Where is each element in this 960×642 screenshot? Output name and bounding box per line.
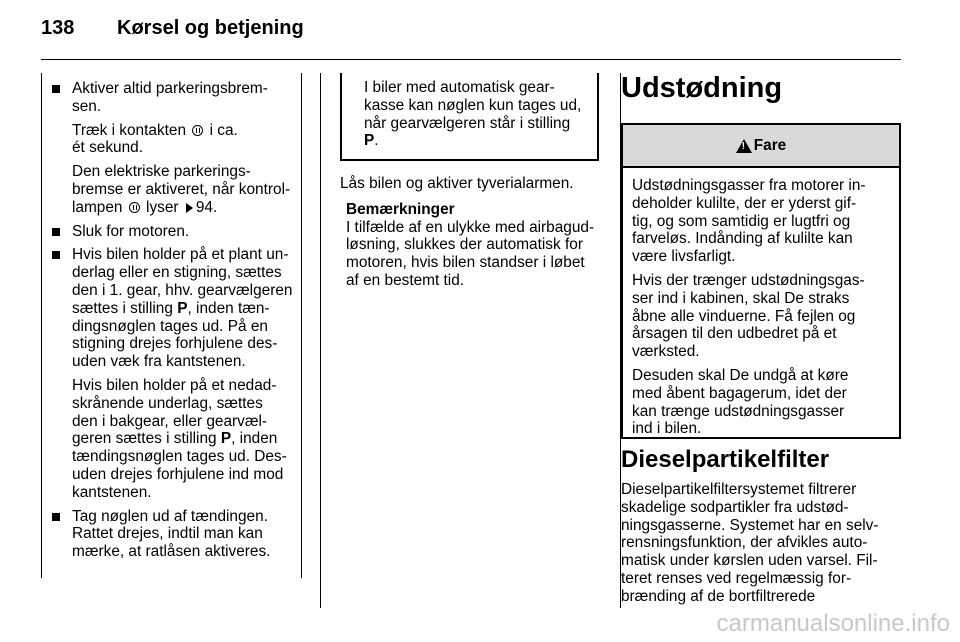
- bullet-icon: [52, 228, 60, 236]
- page-ref-arrow-icon: [186, 203, 193, 213]
- remarks-heading: Bemærkninger: [346, 200, 455, 218]
- parking-brake-lamp-icon: [192, 125, 203, 136]
- subsection-heading: Dieselpartikelfilter: [621, 446, 830, 473]
- page-ref-link[interactable]: 94.: [195, 198, 218, 216]
- column-divider-middle: [320, 73, 321, 608]
- bullet-icon: [52, 513, 60, 521]
- info-note-box: I biler med automatisk gear- kasse kan nøglen kun tages ud, når gearvælgeren står i stilling P.: [340, 73, 599, 161]
- header-rule: [41, 59, 901, 60]
- list-item: Aktiver altid parkeringsbrem- sen. Træk i kontakten i ca. ét sekund. Den elektriske parkerings- bremse er aktiveret, når kontrol- lampen lyser 94.: [52, 80, 300, 217]
- bullet-icon: [52, 251, 60, 259]
- section-heading: Udstødning: [621, 72, 783, 104]
- left-column: [52, 80, 300, 561]
- chapter-title: Kørsel og betjening: [117, 17, 304, 39]
- danger-body: Udstødningsgasser fra motorer in- deholder kulilte, der er yderst gif- tig, og som samtidig er lugtfri og farveløs. Indånding af kulilte kan være livsfarligt. Hvis der trænger udstødningsgas- ser ind i kabinen, skal De straks åbne alle vinduerne. Få fejlen og årsagen til den udbedret på et værksted. Desuden skal De undgå at køre med åbent bagagerum, idet der kan trænge udstødningsgasser ind i bilen.: [632, 177, 866, 438]
- warning-triangle-icon: [736, 139, 752, 153]
- parking-brake-lamp-icon: [129, 202, 140, 213]
- lock-instruction: Lås bilen og aktiver tyverialarmen.: [340, 175, 574, 192]
- danger-title: Fare: [753, 136, 787, 154]
- watermark: carmanualsonline.info: [716, 610, 950, 637]
- list-item: Hvis bilen holder på et plant un- derlag eller en stigning, sættes den i 1. gear, hhv. gearvælgeren sættes i stilling P, inden tæn- dingsnøglen tages ud. På en stigning drejes forhjulene des- uden væk fra kantstenen. Hvis bilen holder på et nedad- skrånende underlag, sættes den i bakgear, eller gearvæl- geren sættes i stilling P, inden tændingsnøglen tages ud. Des- uden drejes forhjulene ind mod kantstenen.: [52, 246, 300, 501]
- danger-warning-box: [621, 123, 901, 439]
- danger-header: [623, 125, 899, 168]
- middle-column: Lås bilen og aktiver tyverialarmen. Bemærkninger I tilfælde af en ulykke med airbagud- løsning, slukkes der automatisk for motoren, hvis bilen standser i løbet af en bestemt tid.: [340, 175, 620, 290]
- left-column-rule: [41, 73, 42, 578]
- list-item: Tag nøglen ud af tændingen. Rattet drejes, indtil man kan mærke, at ratlåsen aktiveres.: [52, 508, 300, 561]
- page-number: 138: [41, 17, 75, 39]
- list-item: Sluk for motoren.: [52, 223, 300, 241]
- left-column-rule-right: [301, 73, 302, 578]
- bullet-icon: [52, 85, 60, 93]
- diesel-filter-text: Dieselpartikelfiltersystemet filtrerer skadelige sodpartikler fra udstød- ningsgasserne. Systemet har en selv- rensningsfunktion, der afvikles auto- matisk under kørslen uden varsel. Fil- teret renses ved regelmæssig for- brænding af de bortfiltrerede: [621, 481, 879, 605]
